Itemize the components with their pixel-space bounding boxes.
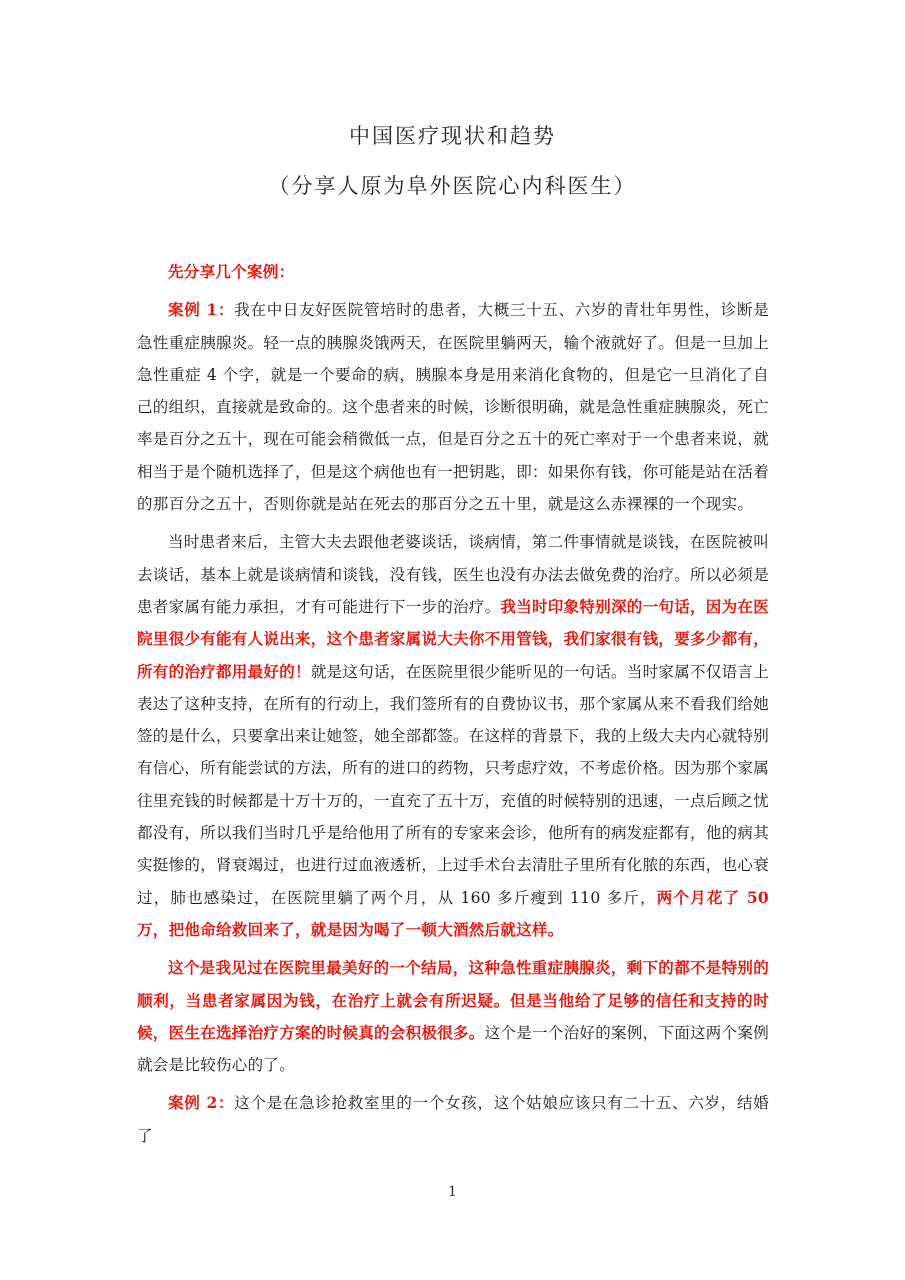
section-heading xyxy=(137,256,769,288)
section-heading-text: 先分享几个案例： xyxy=(168,262,295,281)
document-title: 中国医疗现状和趋势 xyxy=(349,124,556,148)
document-body xyxy=(137,256,769,1158)
case1-text: 我在中日友好医院管培时的患者，大概三十五、六岁的青壮年男性，诊断是急性重症胰腺炎。轻一点的胰腺炎饿两天，在医院里躺两天，输个液就好了。但是一旦加上急性重症 4 个字，就是一个要命的病，胰腺本身是用来消化食物的，但是它一旦消化了自己的组织，直接就是致命的。这个患者来的时候，诊断很明确，就是急性重症胰腺炎，死亡率是百分之五十，现在可能会稍微低一点，但是百分之五十的死亡率对于一个患者来说，就相当于是个随机选择了，但是这个病他也有一把钥匙，即：如果你有钱，你可能是站在活着的那百分之五十，否则你就是站在死去的那百分之五十里，就是这么赤裸裸的一个现实。 xyxy=(137,301,770,514)
para2-highlight-2: 两个月花了 50 万，把他命给救回来了，就是因为喝了一顿大酒然后就这样。 xyxy=(137,887,769,939)
case1-label: 案例 1： xyxy=(168,300,235,320)
para2-highlight-1: 我当时印象特别深的一句话，因为在医院里很少有能有人说出来，这个患者家属说大夫你不用管钱，我们家很有钱，要多少都有，所有的治疗都用最好的！ xyxy=(137,596,770,681)
para2-text2: 就是这句话，在医院里很少能听见的一句话。当时家属不仅语言上表达了这种支持，在所有的行动上，我们签所有的自费协议书，那个家属从来不看我们给她签的是什么，只要拿出来让她签，她全部都签。在这样的背景下，我的上级大夫内心就特别有信心，所有能尝试的方法，所有的进口的药物，只考虑疗效，不考虑价格。因为那个家属往里充钱的时候都是十万十万的，一直充了五十万，充值的时候特别的迅速，一点后顾之忧都没有，所以我们当时几乎是给他用了所有的专家来会诊，他所有的病发症都有，他的病其实挺惨的，肾衰竭过，也进行过血液透析，上过手术台去清肚子里所有化脓的东西，也心衰过，肺也感染过，在医院里躺了两个月，从 160 多斤瘦到 110 多斤， xyxy=(137,662,770,907)
para3-text: 这个是一个治好的案例，下面这两个案例就会是比较伤心的了。 xyxy=(137,1023,770,1075)
para2-text1: 当时患者来后，主管大夫去跟他老婆谈话，谈病情，第二件事情就是谈钱，在医院被叫去谈话，基本上就是谈病情和谈钱，没有钱，医生也没有办法去做免费的治疗。所以必须是患者家属有能力承担，才有可能进行下一步的治疗。 xyxy=(137,533,770,616)
page-number: 1 xyxy=(448,1184,457,1200)
para3-highlight: 这个是我见过在医院里最美好的一个结局，这种急性重症胰腺炎，剩下的都不是特别的顺利，当患者家属因为钱，在治疗上就会有所迟疑。但是当他给了足够的信任和支持的时候，医生在选择治疗方案的时候真的会积极很多。 xyxy=(137,958,769,1042)
case1-paragraph xyxy=(137,294,769,520)
paragraph-2 xyxy=(137,526,769,946)
paragraph-3 xyxy=(137,952,769,1081)
case2-label: 案例 2： xyxy=(168,1093,235,1113)
case2-paragraph xyxy=(137,1087,769,1152)
case2-text: 这个是在急诊抢救室里的一个女孩，这个姑娘应该只有二十五、六岁，结婚了 xyxy=(137,1094,769,1145)
document-subtitle: （分享人原为阜外医院心内科医生） xyxy=(268,174,637,198)
